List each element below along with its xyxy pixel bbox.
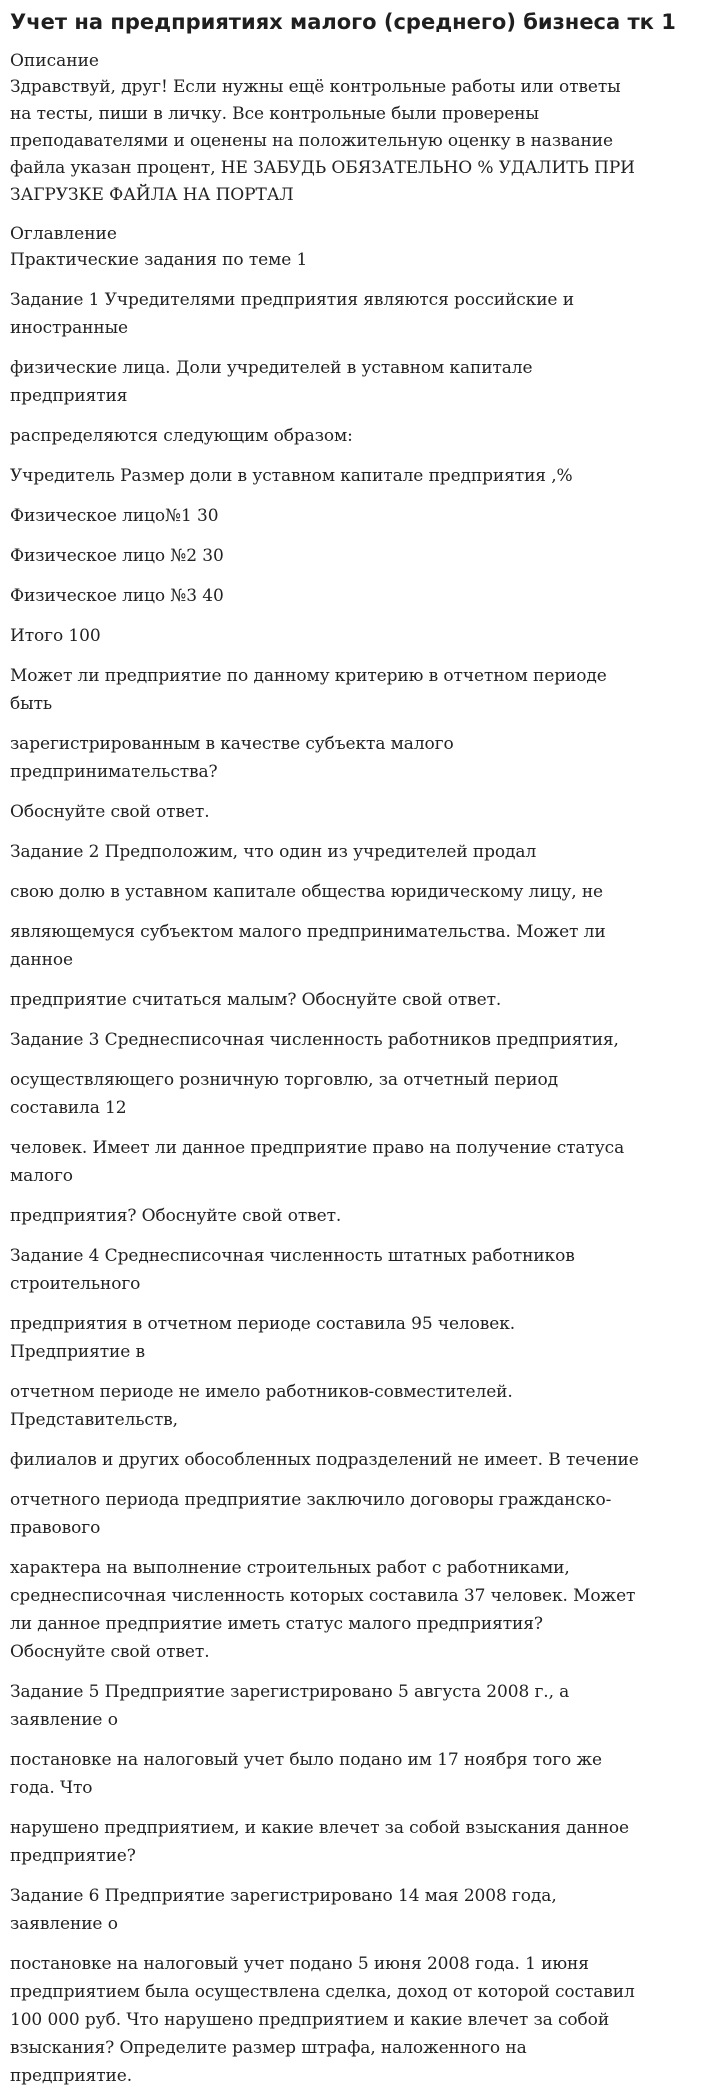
tasks-body	[10, 286, 691, 2090]
task-paragraph	[10, 1242, 691, 1298]
task-paragraph	[10, 462, 691, 490]
task-line: осуществляющего розничную торговлю, за отчетный период	[10, 1070, 558, 1090]
task-line: Задание 2 Предположим, что один из учредителей продал	[10, 842, 537, 862]
task-line: предприятия в отчетном периоде составила 95 человек.	[10, 1314, 516, 1334]
task-paragraph	[10, 1882, 691, 1938]
task-line: Задание 4 Среднесписочная численность штатных работников	[10, 1246, 575, 1266]
task-paragraph	[10, 1202, 691, 1230]
task-line: являющемуся субъектом малого предпринимательства. Может ли	[10, 922, 606, 942]
task-line: постановке на налоговый учет подано 5 июня 2008 года. 1 июня	[10, 1954, 589, 1974]
task-line: Задание 1 Учредителями предприятия являются российские и	[10, 290, 574, 310]
task-line: правового	[10, 1518, 101, 1538]
task-line: предприятие.	[10, 2066, 133, 2086]
task-line: Задание 3 Среднесписочная численность работников предприятия,	[10, 1030, 619, 1050]
description-line: ЗАГРУЗКЕ ФАЙЛА НА ПОРТАЛ	[10, 185, 294, 205]
task-paragraph	[10, 1486, 691, 1542]
task-line: предприятием была осуществлена сделка, доход от которой составил	[10, 1982, 635, 2002]
task-paragraph	[10, 1950, 691, 2090]
task-line: заявление о	[10, 1710, 118, 1730]
task-paragraph	[10, 918, 691, 974]
task-paragraph	[10, 354, 691, 410]
task-paragraph	[10, 422, 691, 450]
document-title: Учет на предприятиях малого (среднего) бизнеса тк 1	[10, 10, 676, 34]
task-line: Представительств,	[10, 1410, 178, 1430]
task-line: строительного	[10, 1274, 141, 1294]
task-line: Задание 6 Предприятие зарегистрировано 14 мая 2008 года,	[10, 1886, 557, 1906]
task-line: Обоснуйте свой ответ.	[10, 1642, 210, 1662]
task-line: составила 12	[10, 1098, 127, 1118]
task-line: быть	[10, 694, 53, 714]
description-line: на тесты, пиши в личку. Все контрольные были проверены	[10, 104, 539, 124]
task-paragraph	[10, 582, 691, 610]
task-paragraph	[10, 1134, 691, 1190]
toc-heading: Практические задания по теме 1	[10, 250, 308, 270]
task-line: Обоснуйте свой ответ.	[10, 802, 210, 822]
task-paragraph	[10, 542, 691, 570]
task-line: предпринимательства?	[10, 762, 218, 782]
task-line: характера на выполнение строительных работ с работниками,	[10, 1558, 570, 1578]
task-line: постановке на налоговый учет было подано им 17 ноября того же	[10, 1750, 602, 1770]
description-section	[10, 48, 691, 209]
task-paragraph	[10, 798, 691, 826]
task-paragraph	[10, 986, 691, 1014]
task-paragraph	[10, 502, 691, 530]
task-paragraph	[10, 1678, 691, 1734]
task-line: Итого 100	[10, 626, 101, 646]
task-paragraph	[10, 878, 691, 906]
task-line: предприятие?	[10, 1846, 136, 1866]
task-line: Предприятие в	[10, 1342, 145, 1362]
toc-label: Оглавление	[10, 224, 117, 244]
task-line: предприятия	[10, 386, 128, 406]
description-line: Здравствуй, друг! Если нужны ещё контрольные работы или ответы	[10, 77, 621, 97]
task-line: человек. Имеет ли данное предприятие право на получение статуса	[10, 1138, 625, 1158]
task-line: зарегистрированным в качестве субъекта малого	[10, 734, 454, 754]
task-line: филиалов и других обособленных подразделений не имеет. В течение	[10, 1450, 639, 1470]
task-paragraph	[10, 286, 691, 342]
task-paragraph	[10, 1066, 691, 1122]
task-line: данное	[10, 950, 73, 970]
description-line: файла указан процент, НЕ ЗАБУДЬ ОБЯЗАТЕЛЬНО % УДАЛИТЬ ПРИ	[10, 158, 635, 178]
task-line: иностранные	[10, 318, 128, 338]
task-line: Физическое лицо №3 40	[10, 586, 224, 606]
task-line: ли данное предприятие иметь статус малого предприятия?	[10, 1614, 543, 1634]
task-line: взыскания? Определите размер штрафа, наложенного на	[10, 2038, 527, 2058]
task-paragraph	[10, 1310, 691, 1366]
toc-section	[10, 221, 691, 274]
task-line: малого	[10, 1166, 73, 1186]
task-paragraph	[10, 662, 691, 718]
task-line: распределяются следующим образом:	[10, 426, 353, 446]
task-line: Может ли предприятие по данному критерию в отчетном периоде	[10, 666, 607, 686]
task-paragraph	[10, 622, 691, 650]
description-label: Описание	[10, 51, 99, 71]
task-line: Учредитель Размер доли в уставном капитале предприятия ,%	[10, 466, 573, 486]
task-line: заявление о	[10, 1914, 118, 1934]
description-line: преподавателями и оценены на положительную оценку в название	[10, 131, 613, 151]
task-line: физические лица. Доли учредителей в уставном капитале	[10, 358, 533, 378]
task-paragraph	[10, 1746, 691, 1802]
task-paragraph	[10, 1026, 691, 1054]
task-line: свою долю в уставном капитале общества юридическому лицу, не	[10, 882, 604, 902]
task-line: отчетного периода предприятие заключило договоры гражданско-	[10, 1490, 612, 1510]
task-line: предприятия? Обоснуйте свой ответ.	[10, 1206, 342, 1226]
task-paragraph	[10, 1446, 691, 1474]
task-paragraph	[10, 1814, 691, 1870]
task-line: нарушено предприятием, и какие влечет за собой взыскания данное	[10, 1818, 629, 1838]
task-line: Задание 5 Предприятие зарегистрировано 5 августа 2008 г., а	[10, 1682, 570, 1702]
task-line: года. Что	[10, 1778, 93, 1798]
task-paragraph	[10, 838, 691, 866]
task-paragraph	[10, 1554, 691, 1666]
task-paragraph	[10, 730, 691, 786]
task-line: 100 000 руб. Что нарушено предприятием и какие влечет за собой	[10, 2010, 610, 2030]
task-line: отчетном периоде не имело работников-совместителей.	[10, 1382, 513, 1402]
task-line: среднесписочная численность которых составила 37 человек. Может	[10, 1586, 636, 1606]
task-line: Физическое лицо№1 30	[10, 506, 219, 526]
task-line: предприятие считаться малым? Обоснуйте свой ответ.	[10, 990, 502, 1010]
task-line: Физическое лицо №2 30	[10, 546, 224, 566]
task-paragraph	[10, 1378, 691, 1434]
